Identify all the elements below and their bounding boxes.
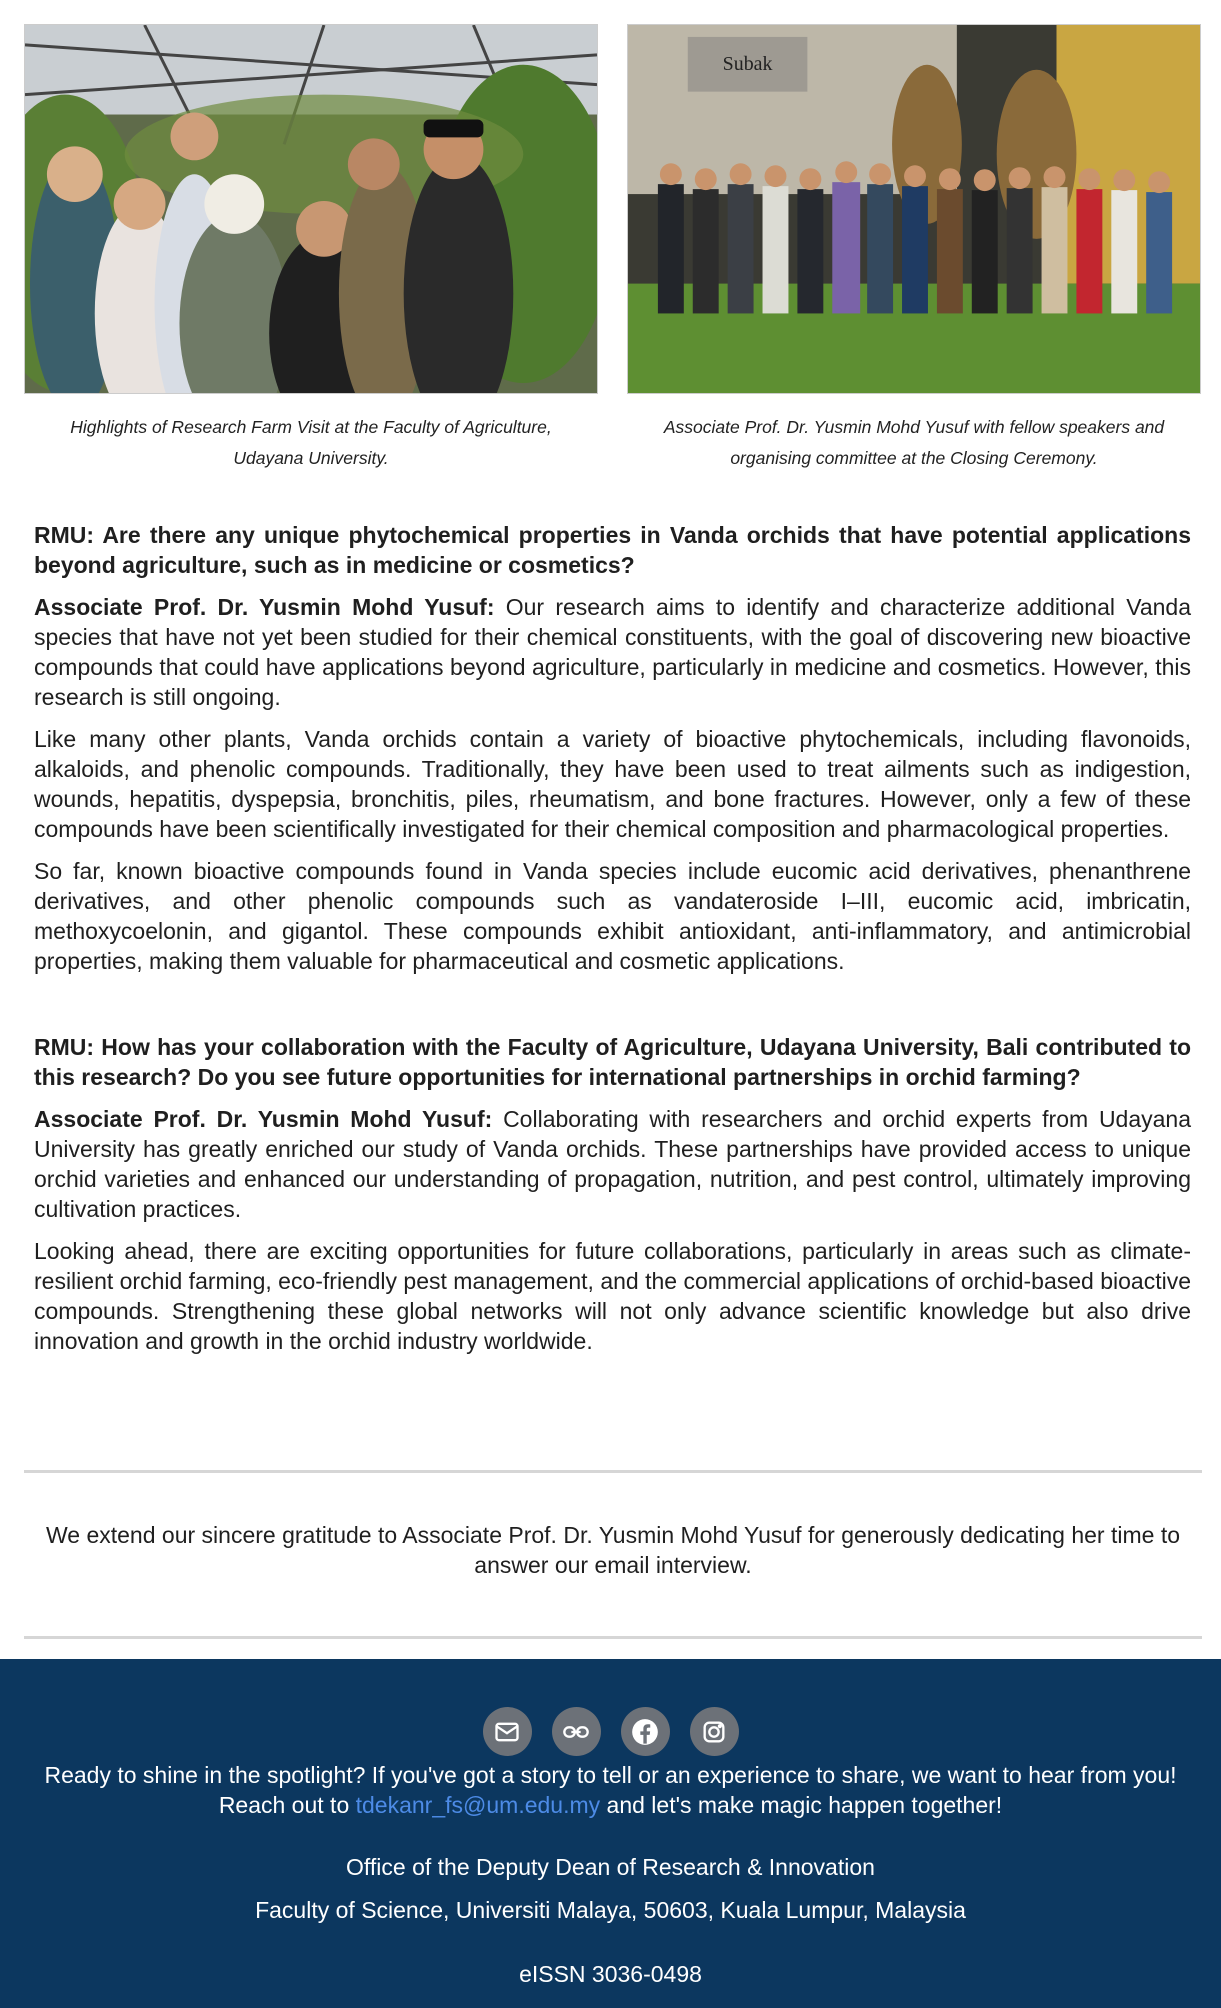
link-icon [562, 1718, 590, 1746]
answer-paragraph: Associate Prof. Dr. Yusmin Mohd Yusuf: Our research aims to identify and characterize additional Vanda species that have not yet been studied for their chemical constituents, with the goal of discovering new bioactive compounds that could have applications beyond agriculture, particularly in medicine and cosmetics. However, this research is still ongoing. [34, 594, 1192, 710]
instagram-icon [700, 1718, 728, 1746]
divider [24, 1470, 1202, 1473]
venue-sign-text: Subak [722, 52, 773, 75]
office-name: Office of the Deputy Dean of Research & Innovation [346, 1854, 875, 1880]
issn-number: eISSN 3036-0498 [519, 1961, 702, 1987]
closing-ceremony-photo [627, 24, 1201, 394]
link-button[interactable] [552, 1707, 601, 1756]
social-icons [0, 1707, 1221, 1756]
office-address: Faculty of Science, Universiti Malaya, 50603, Kuala Lumpur, Malaysia [255, 1897, 966, 1923]
question-collaboration: RMU: How has your collaboration with the Faculty of Agriculture, Udayana University, Bali contributed to this research? Do you see future opportunities for international partnerships in orchid farming? [34, 1034, 1191, 1090]
divider [24, 1636, 1202, 1639]
instagram-button[interactable] [690, 1707, 739, 1756]
mail-button[interactable] [483, 1707, 532, 1756]
answer-paragraph: Looking ahead, there are exciting opportunities for future collaborations, particularly in areas such as climate-resilient orchid farming, eco-friendly pest management, and the commercial applications of orchid-based bioactive compounds. Strengthening these global networks will not only advance scientific knowledge but also drive innovation and growth in the orchid industry worldwide. [34, 1238, 1191, 1354]
facebook-icon [631, 1718, 659, 1746]
mail-icon [493, 1718, 521, 1746]
research-farm-caption: Highlights of Research Farm Visit at the Faculty of Agriculture, Udayana University. [70, 417, 552, 468]
thanks-note: We extend our sincere gratitude to Associate Prof. Dr. Yusmin Mohd Yusuf for generously dedicating her time to answer our email interview. [45, 1522, 1181, 1578]
facebook-button[interactable] [621, 1707, 670, 1756]
contact-email-link[interactable]: tdekanr_fs@um.edu.my [355, 1792, 601, 1818]
closing-ceremony-caption: Associate Prof. Dr. Yusmin Mohd Yusuf with fellow speakers and organising committee at the Closing Ceremony. [663, 417, 1165, 468]
speaker-name: Associate Prof. Dr. Yusmin Mohd Yusuf: [34, 1106, 493, 1132]
interview-article [34, 520, 1191, 1368]
question-phytochemical: RMU: Are there any unique phytochemical properties in Vanda orchids that have potential applications beyond agriculture, such as in medicine or cosmetics? [34, 522, 1191, 578]
call-to-action: Ready to shine in the spotlight? If you've got a story to tell or an experience to share, we want to hear from you! Reach out to tdekanr_fs@um.edu.my and let's make magic happen together! [44, 1762, 1177, 1818]
answer-paragraph: Like many other plants, Vanda orchids contain a variety of bioactive phytochemicals, including flavonoids, alkaloids, and phenolic compounds. Traditionally, they have been used to treat ailments such as indigestion, wounds, hepatitis, dyspepsia, bronchitis, piles, rheumatism, and bone fractures. However, only a few of these compounds have been scientifically investigated for their chemical composition and pharmacological properties. [34, 726, 1191, 842]
photo-row [24, 24, 1202, 394]
answer-paragraph: Associate Prof. Dr. Yusmin Mohd Yusuf: Collaborating with researchers and orchid experts from Udayana University has greatly enriched our study of Vanda orchids. These partnerships have provided access to unique orchid varieties and enhanced our understanding of propagation, nutrition, and pest control, ultimately improving cultivation practices. [34, 1106, 1192, 1222]
footer [0, 1659, 1221, 2008]
speaker-name: Associate Prof. Dr. Yusmin Mohd Yusuf: [34, 594, 495, 620]
research-farm-photo [24, 24, 598, 394]
answer-paragraph: So far, known bioactive compounds found in Vanda species include eucomic acid derivatives, phenanthrene derivatives, and other phenolic compounds such as vandateroside I–III, eucomic acid, imbricatin, methoxycoelonin, and gigantol. These compounds exhibit antioxidant, anti-inflammatory, and antimicrobial properties, making them valuable for pharmaceutical and cosmetic applications. [34, 858, 1191, 974]
